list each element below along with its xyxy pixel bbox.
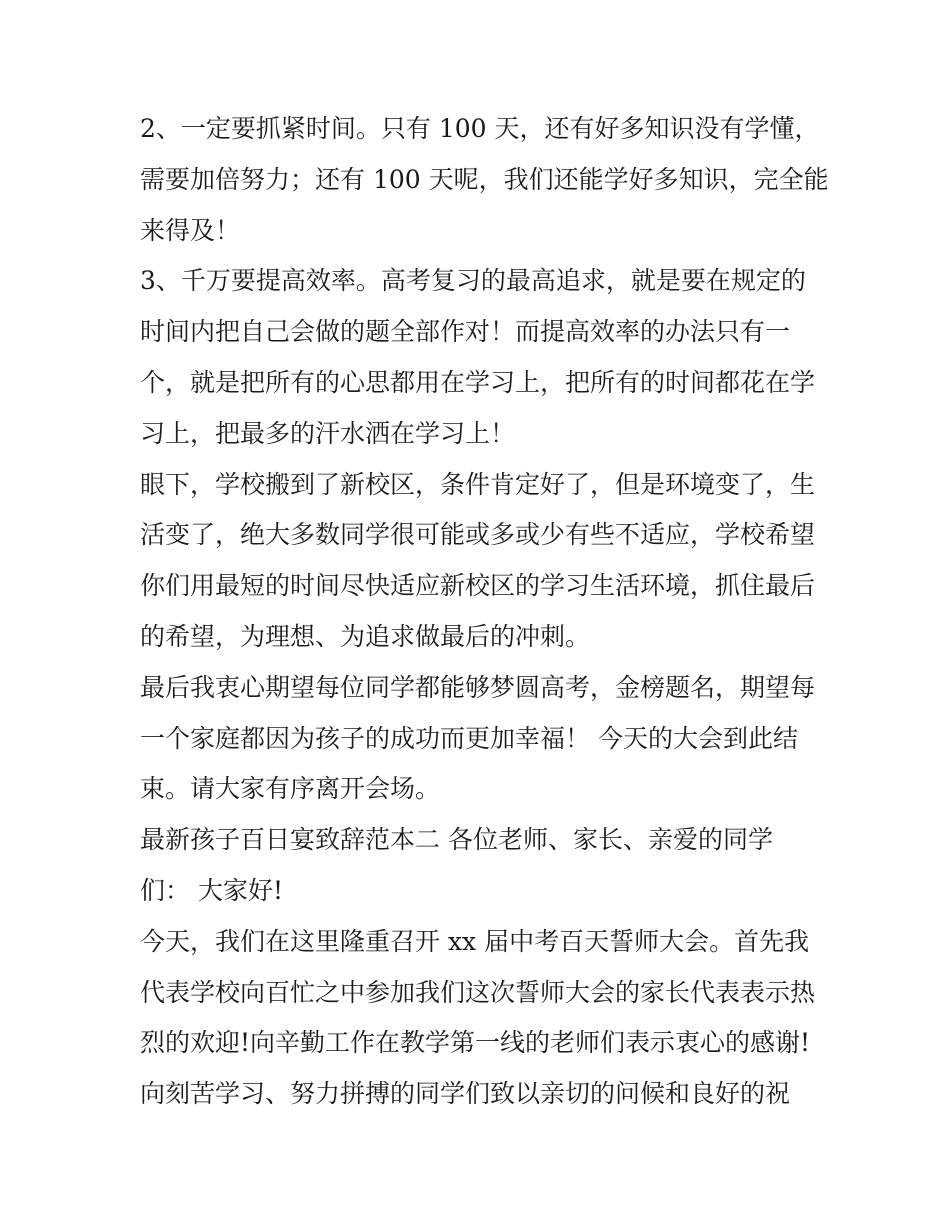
text-line: 个，就是把所有的心思都用在学习上，把所有的时间都花在学: [140, 367, 816, 397]
text-line: 活变了，绝大多数同学很可能或多或少有些不适应，学校希望: [140, 520, 816, 550]
text-line: 的希望，为理想、为追求做最后的冲刺。: [140, 621, 591, 651]
text-line: 需要加倍努力；还有 100 天呢，我们还能学好多知识，完全能: [140, 164, 829, 194]
text-line: 代表学校向百忙之中参加我们这次誓师大会的家长代表表示热: [140, 977, 816, 1007]
text-line: 向刻苦学习、努力拼搏的同学们致以亲切的问候和良好的祝: [140, 1079, 791, 1109]
body-text: [140, 104, 829, 1120]
text-line: 们： 大家好!: [140, 875, 283, 905]
text-line: 烈的欢迎!向辛勤工作在教学第一线的老师们表示衷心的感谢!: [140, 1028, 811, 1058]
text-line: 时间内把自己会做的题全部作对！而提高效率的办法只有一: [140, 317, 791, 347]
text-line: 3、千万要提高效率。高考复习的最高追求，就是要在规定的: [140, 266, 806, 296]
text-line: 束。请大家有序离开会场。: [140, 774, 441, 804]
text-line: 眼下，学校搬到了新校区，条件肯定好了，但是环境变了，生: [140, 469, 816, 499]
text-line: 最后我衷心期望每位同学都能够梦圆高考，金榜题名，期望每: [140, 672, 816, 702]
text-line: 一个家庭都因为孩子的成功而更加幸福！ 今天的大会到此结: [140, 723, 798, 753]
text-line: 今天，我们在这里隆重召开 xx 届中考百天誓师大会。首先我: [140, 926, 810, 956]
text-line: 来得及！: [140, 215, 241, 245]
text-line: 你们用最短的时间尽快适应新校区的学习生活环境，抓住最后: [140, 571, 816, 601]
text-line: 2、一定要抓紧时间。只有 100 天，还有好多知识没有学懂，: [140, 114, 820, 143]
text-line: 习上，把最多的汗水洒在学习上！: [140, 418, 516, 448]
text-line: 最新孩子百日宴致辞范本二 各位老师、家长、亲爱的同学: [140, 825, 773, 855]
